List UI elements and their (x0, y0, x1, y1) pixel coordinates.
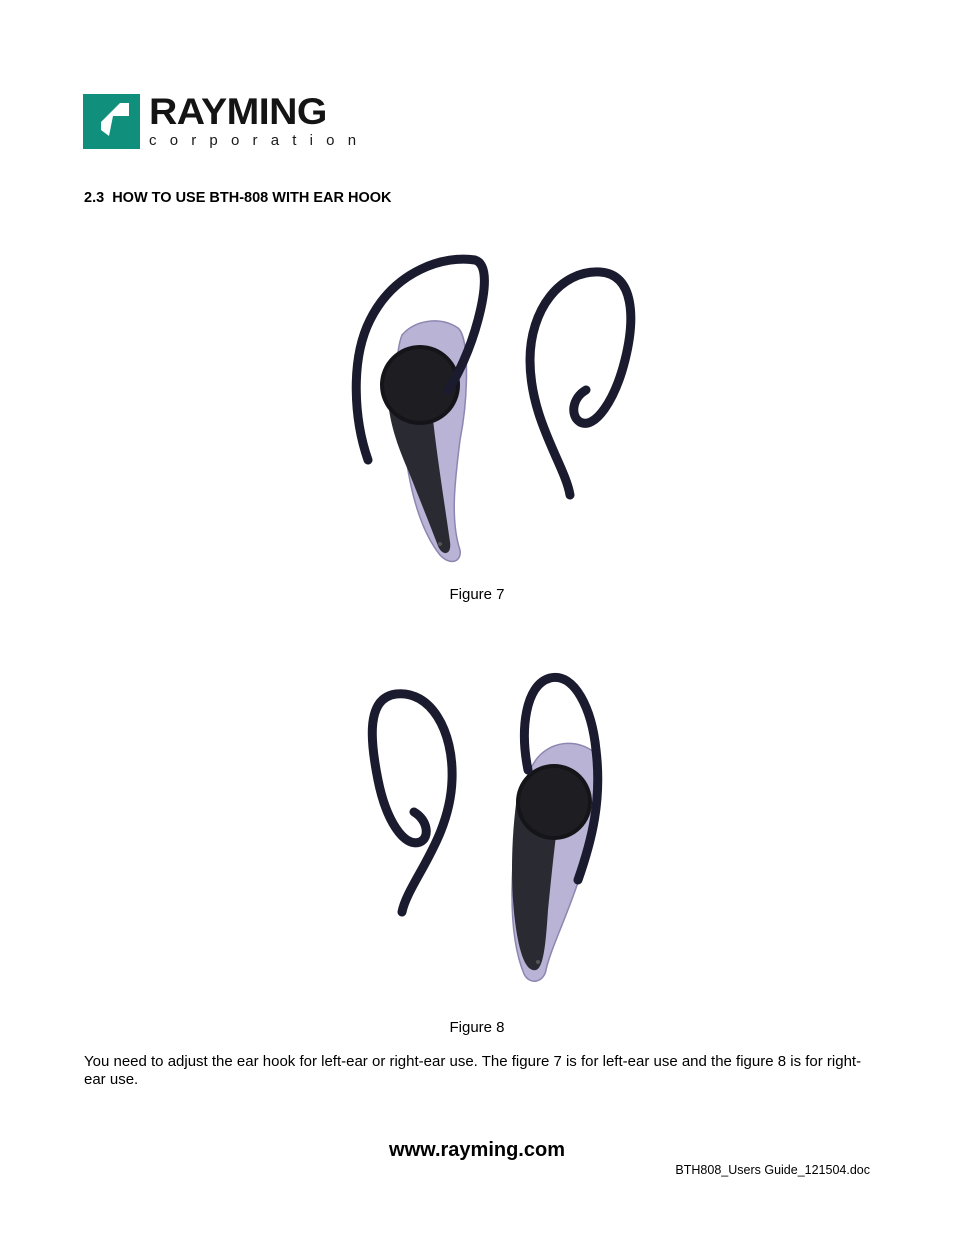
headset-with-hook-icon (512, 677, 599, 981)
section-heading: 2.3 HOW TO USE BTH-808 WITH EAR HOOK (84, 190, 392, 206)
document-filename: BTH808_Users Guide_121504.doc (675, 1163, 870, 1177)
figure-7-image (340, 250, 650, 570)
instruction-paragraph: You need to adjust the ear hook for left-ear or right-ear use. The figure 7 is for left-ear use and the figure 8 is for right-ear use. (84, 1053, 862, 1088)
figure-8-caption: Figure 8 (449, 1019, 505, 1036)
brand-subtitle: corporation (149, 132, 370, 149)
figure-7-caption: Figure 7 (449, 586, 505, 603)
brand-name: RAYMING (149, 91, 327, 132)
ear-hook-icon (372, 694, 452, 912)
footer-url: www.rayming.com (389, 1139, 565, 1161)
headset-with-hook-icon (356, 259, 484, 561)
ear-hook-icon (530, 272, 631, 495)
company-logo (83, 92, 373, 152)
logo-mark-icon (83, 94, 140, 149)
figure-8-image (360, 670, 620, 1000)
